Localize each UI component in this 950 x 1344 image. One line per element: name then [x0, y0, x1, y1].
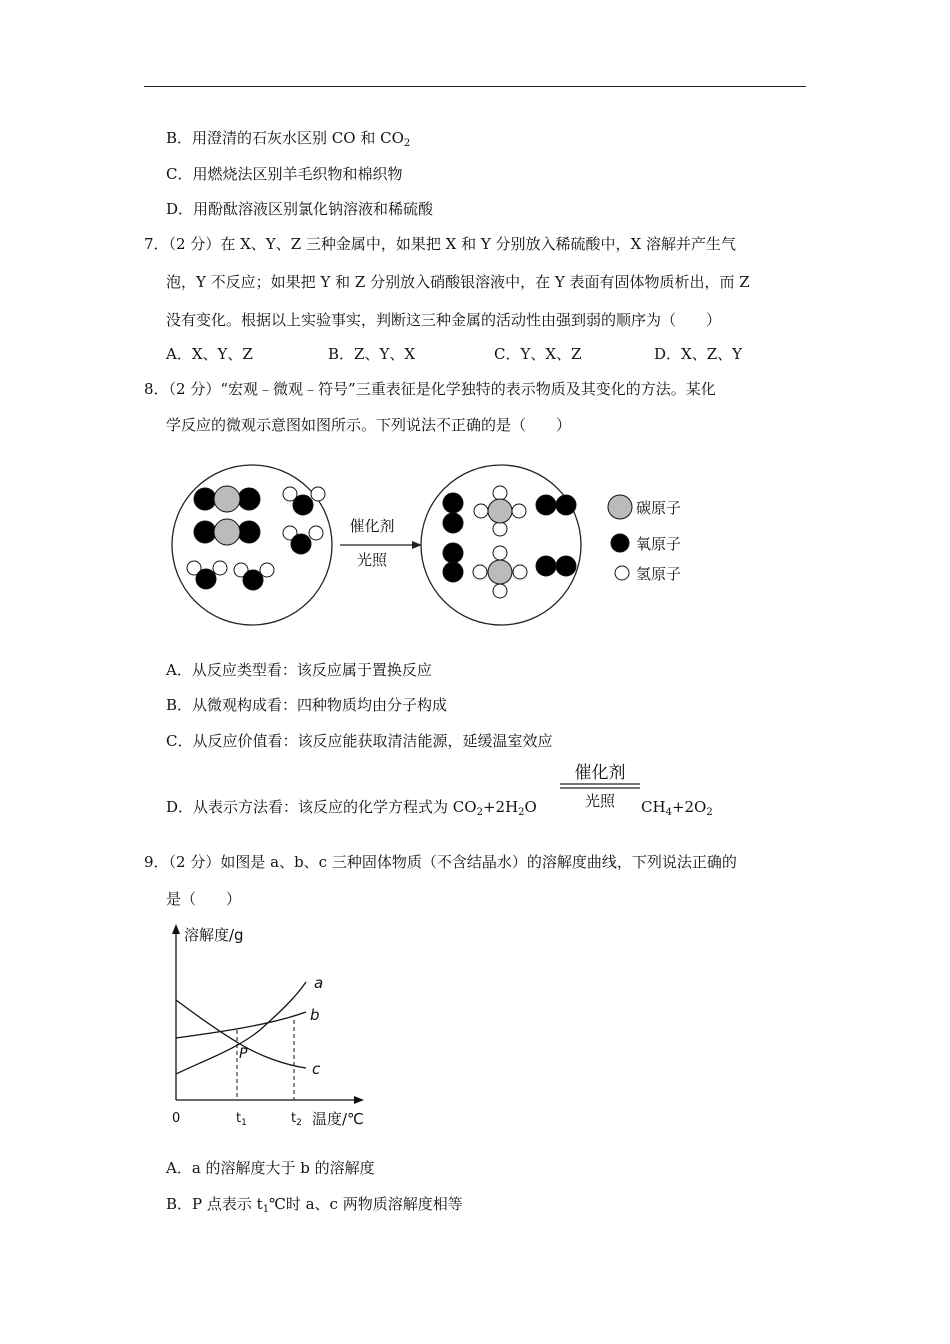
- legend-hydrogen: [615, 566, 629, 580]
- condition-light: 光照: [584, 792, 616, 810]
- q6-option-b: B．用澄清的石灰水区别 CO 和 $CO_2$: [166, 129, 411, 149]
- q8-stem-line1: 8．（2 分）“宏观﹣微观﹣符号”三重表征是化学独特的表示物质及其变化的方法。某化: [144, 380, 716, 398]
- condition-catalyst: 催化剂: [574, 763, 626, 783]
- header-rule: [144, 86, 806, 87]
- co2-molecule: [194, 519, 260, 545]
- t2-label: $t_2$: [291, 1111, 302, 1128]
- legend-carbon-label: 碳原子: [636, 499, 682, 517]
- q7-option-c: C．Y、X、Z: [494, 345, 582, 363]
- curve-b: [176, 1012, 306, 1038]
- o2-molecule: [443, 543, 463, 582]
- q9-option-b: B．P 点表示 $t_1℃$时 a、c 两物质溶解度相等: [166, 1195, 463, 1215]
- reaction-micro-diagram: [160, 445, 700, 645]
- q7-option-b: B．Z、Y、X: [328, 345, 416, 363]
- q7-stem-line2: 泡，Y 不反应；如果把 Y 和 Z 分别放入硝酸银溶液中，在 Y 表面有固体物质析出，而 Z: [166, 273, 750, 291]
- t1-label: $t_1$: [236, 1111, 247, 1128]
- q7-stem-line3: 没有变化。根据以上实验事实，判断这三种金属的活动性由强到弱的顺序为（ ）: [166, 311, 722, 329]
- curve-c-label: c: [312, 1060, 321, 1078]
- h2o-molecule: [187, 561, 227, 589]
- q7-stem-line1: 7．（2 分）在 X、Y、Z 三种金属中，如果把 X 和 Y 分别放入稀硫酸中，X 溶解并产生气: [144, 235, 736, 253]
- co2-molecule: [194, 486, 260, 512]
- arrow-catalyst-label: 催化剂: [349, 517, 395, 535]
- h2o-molecule: [234, 563, 274, 590]
- q8-stem-line2: 学反应的微观示意图如图所示。下列说法不正确的是（ ）: [166, 416, 572, 434]
- q9-stem-line2: 是（ ）: [166, 890, 242, 908]
- x-axis-label: 温度/℃: [312, 1110, 364, 1128]
- h2o-molecule: [283, 526, 323, 554]
- reaction-condition: [558, 758, 646, 814]
- q8-option-a: A．从反应类型看：该反应属于置换反应: [166, 661, 432, 679]
- q8-option-d-products: $CH_4+2O_2$: [641, 798, 713, 818]
- q6-option-d: D．用酚酞溶液区别氯化钠溶液和稀硫酸: [166, 200, 434, 218]
- y-axis-label: 溶解度/g: [184, 926, 244, 944]
- legend-oxygen-label: 氧原子: [636, 535, 682, 553]
- ch4-molecule: [473, 546, 527, 598]
- legend-oxygen: [611, 534, 629, 552]
- curve-a-label: a: [314, 974, 324, 992]
- o2-molecule: [536, 556, 576, 576]
- q8-option-b: B．从微观构成看：四种物质均由分子构成: [166, 696, 448, 714]
- q9-option-a: A．a 的溶解度大于 b 的溶解度: [166, 1159, 375, 1177]
- q9-stem-line1: 9．（2 分）如图是 a、b、c 三种固体物质（不含结晶水）的溶解度曲线，下列说法正确的: [144, 853, 737, 871]
- q6-option-c: C．用燃烧法区别羊毛织物和棉织物: [166, 165, 403, 183]
- arrow-light-label: 光照: [356, 551, 388, 569]
- point-p-label: P: [239, 1046, 248, 1062]
- q8-option-d: D．从表示方法看：该反应的化学方程式为 $CO_2+2H_2O$: [166, 798, 537, 818]
- q7-option-d: D．X、Z、Y: [654, 345, 743, 363]
- origin-label: 0: [172, 1111, 181, 1126]
- h2o-molecule: [283, 487, 325, 515]
- q7-option-a: A．X、Y、Z: [166, 345, 253, 363]
- solubility-curve-chart: [160, 920, 400, 1135]
- ch4-molecule: [474, 486, 526, 536]
- legend-carbon: [608, 495, 632, 519]
- legend-hydrogen-label: 氢原子: [636, 565, 682, 583]
- o2-molecule: [443, 493, 463, 533]
- curve-b-label: b: [310, 1006, 320, 1024]
- q8-option-c: C．从反应价值看：该反应能获取清洁能源，延缓温室效应: [166, 732, 553, 750]
- o2-molecule: [536, 495, 576, 515]
